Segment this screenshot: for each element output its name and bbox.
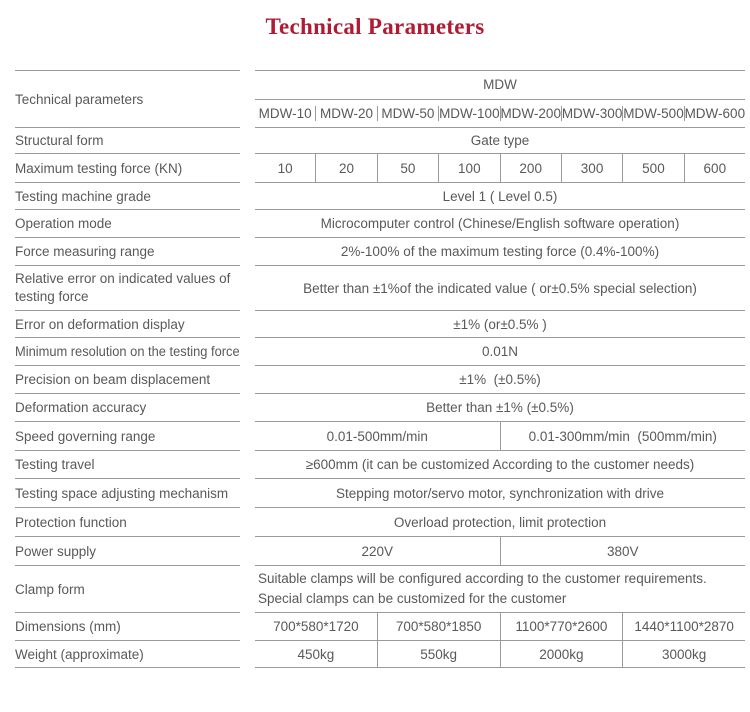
value-cell: Better than ±1%of the indicated value ( or±0.5% special selection) bbox=[303, 280, 697, 296]
param-label: Testing travel bbox=[15, 457, 95, 472]
table-row bbox=[15, 641, 745, 668]
column-gap bbox=[240, 394, 255, 422]
value-cell: 0.01-500mm/min bbox=[255, 422, 501, 450]
param-label: Testing machine grade bbox=[15, 188, 151, 204]
header-label-cell bbox=[15, 70, 240, 128]
param-value-cell bbox=[255, 422, 745, 451]
param-label-cell bbox=[15, 508, 240, 537]
param-value-cell bbox=[255, 641, 745, 668]
column-gap bbox=[240, 479, 255, 508]
value-cell: 1440*1100*2870 bbox=[634, 619, 734, 634]
value-cell: ±1% (or±0.5% ) bbox=[453, 316, 547, 332]
param-label: Testing space adjusting mechanism bbox=[15, 485, 229, 501]
column-gap bbox=[240, 613, 255, 641]
table-row bbox=[15, 338, 745, 366]
param-label: Structural form bbox=[15, 133, 104, 148]
param-value-cell bbox=[255, 366, 745, 394]
param-value-cell bbox=[255, 537, 745, 566]
value-cell: 2000kg bbox=[501, 641, 624, 667]
param-label-cell bbox=[15, 613, 240, 641]
param-value-cell bbox=[255, 183, 745, 210]
param-label-cell bbox=[15, 566, 240, 613]
column-gap bbox=[240, 210, 255, 238]
param-value-cell bbox=[255, 394, 745, 422]
column-gap bbox=[240, 128, 255, 154]
param-label-cell bbox=[15, 451, 240, 479]
table-row bbox=[15, 238, 745, 266]
param-label-cell bbox=[15, 537, 240, 566]
table-row bbox=[15, 266, 745, 311]
param-label: Error on deformation display bbox=[15, 316, 185, 332]
param-label: Speed governing range bbox=[15, 428, 156, 444]
model-cell: MDW-200 bbox=[500, 105, 561, 121]
param-value-cell bbox=[255, 566, 745, 613]
value-cell: 50 bbox=[378, 154, 439, 182]
column-gap bbox=[240, 641, 255, 668]
param-label: Deformation accuracy bbox=[15, 400, 147, 415]
table-header-row bbox=[15, 70, 745, 128]
value-line: Special clamps can be customized for the customer bbox=[258, 591, 567, 606]
column-gap bbox=[240, 537, 255, 566]
table-row bbox=[15, 613, 745, 641]
param-value-cell bbox=[255, 154, 745, 183]
value-cell: 100 bbox=[439, 154, 500, 182]
column-gap bbox=[240, 238, 255, 266]
page-title: Technical Parameters bbox=[265, 14, 485, 39]
table-row bbox=[15, 128, 745, 154]
param-value-cell bbox=[255, 479, 745, 508]
param-label-cell bbox=[15, 154, 240, 183]
param-label: Dimensions (mm) bbox=[15, 619, 121, 634]
value-cell: 20 bbox=[316, 154, 377, 182]
table-row bbox=[15, 154, 745, 183]
param-label: Relative error on indicated values of testing force bbox=[15, 271, 231, 304]
value-cell: ±1% (±0.5%) bbox=[459, 372, 541, 387]
table-row bbox=[15, 422, 745, 451]
value-cell: Stepping motor/servo motor, synchronization with drive bbox=[336, 485, 664, 501]
param-label: Maximum testing force (KN) bbox=[15, 160, 183, 176]
param-label-cell bbox=[15, 479, 240, 508]
param-label: Clamp form bbox=[15, 581, 85, 597]
value-cell: 300 bbox=[562, 154, 623, 182]
model-cell: MDW-50 bbox=[378, 106, 439, 121]
param-value-cell bbox=[255, 238, 745, 266]
column-gap bbox=[240, 183, 255, 210]
param-value-cell bbox=[255, 613, 745, 641]
table-row bbox=[15, 394, 745, 422]
column-gap bbox=[240, 508, 255, 537]
model-group-row bbox=[255, 71, 745, 100]
value-cell: ≥600mm (it can be customized According to the customer needs) bbox=[305, 457, 695, 472]
column-gap bbox=[240, 266, 255, 311]
column-gap bbox=[240, 422, 255, 451]
value-cell: 220V bbox=[255, 537, 501, 565]
column-gap bbox=[240, 154, 255, 183]
page bbox=[0, 14, 750, 668]
param-value-cell bbox=[255, 128, 745, 154]
column-gap bbox=[240, 311, 255, 338]
param-label: Force measuring range bbox=[15, 244, 155, 259]
value-cell: Overload protection, limit protection bbox=[393, 514, 607, 530]
param-label-cell bbox=[15, 394, 240, 422]
table-row bbox=[15, 311, 745, 338]
model-cell: MDW-300 bbox=[561, 105, 623, 121]
param-label-cell bbox=[15, 128, 240, 154]
column-gap bbox=[240, 366, 255, 394]
table-row bbox=[15, 566, 745, 613]
table-row bbox=[15, 537, 745, 566]
value-cell: 1100*770*2600 bbox=[501, 613, 624, 640]
param-value-cell bbox=[255, 311, 745, 338]
header-value-cell bbox=[255, 70, 745, 128]
column-gap bbox=[240, 566, 255, 613]
param-label: Protection function bbox=[15, 514, 127, 530]
value-cell: 600 bbox=[703, 160, 727, 176]
value-cell: Level 1 ( Level 0.5) bbox=[442, 188, 558, 204]
value-cell: 3000kg bbox=[661, 646, 707, 662]
param-label-cell bbox=[15, 266, 240, 311]
param-label-cell bbox=[15, 422, 240, 451]
value-cell: 550kg bbox=[378, 641, 501, 667]
model-group-label: MDW bbox=[483, 77, 517, 93]
param-value-cell bbox=[255, 210, 745, 238]
value-cell: 700*580*1720 bbox=[255, 613, 378, 640]
param-label-cell bbox=[15, 311, 240, 338]
param-label: Precision on beam displacement bbox=[15, 372, 211, 387]
value-line: Suitable clamps will be configured according to the customer requirements. bbox=[258, 570, 707, 586]
param-label: Weight (approximate) bbox=[15, 646, 144, 662]
model-cell: MDW-10 bbox=[255, 106, 316, 121]
value-cell: 700*580*1850 bbox=[378, 613, 501, 640]
value-cell: 500 bbox=[623, 154, 684, 182]
model-row bbox=[255, 100, 745, 128]
spec-table bbox=[15, 70, 745, 668]
param-label-cell bbox=[15, 238, 240, 266]
table-row bbox=[15, 508, 745, 537]
param-label-cell bbox=[15, 366, 240, 394]
header-label: Technical parameters bbox=[15, 91, 144, 107]
model-cell: MDW-100 bbox=[439, 105, 500, 121]
value-cell: 200 bbox=[501, 154, 562, 182]
model-cell: MDW-600 bbox=[684, 105, 745, 121]
model-cell: MDW-20 bbox=[316, 106, 377, 121]
value-cell: 0.01-300mm/min (500mm/min) bbox=[528, 428, 717, 444]
table-row bbox=[15, 183, 745, 210]
value-cell: Microcomputer control (Chinese/English software operation) bbox=[320, 216, 680, 231]
param-value-cell bbox=[255, 338, 745, 366]
value-cell: 450kg bbox=[255, 641, 378, 667]
column-gap bbox=[240, 338, 255, 366]
param-label-cell bbox=[15, 183, 240, 210]
param-label: Power supply bbox=[15, 543, 97, 559]
value-cell: 2%-100% of the maximum testing force (0.4%-100%) bbox=[340, 244, 660, 259]
param-label-cell bbox=[15, 338, 240, 366]
table-row bbox=[15, 366, 745, 394]
model-cell: MDW-500 bbox=[623, 105, 684, 121]
value-cell: Better than ±1% (±0.5%) bbox=[426, 400, 574, 415]
value-cell: 10 bbox=[255, 154, 316, 182]
value-cell: Gate type bbox=[470, 133, 530, 148]
table-row bbox=[15, 451, 745, 479]
param-value-cell bbox=[255, 508, 745, 537]
value-cell: 380V bbox=[606, 543, 639, 559]
param-label: Operation mode bbox=[15, 216, 112, 231]
param-label-cell bbox=[15, 210, 240, 238]
value-cell: 0.01N bbox=[481, 344, 519, 359]
param-value-cell bbox=[255, 451, 745, 479]
column-gap bbox=[240, 70, 255, 128]
table-row bbox=[15, 479, 745, 508]
param-value-cell bbox=[255, 266, 745, 311]
column-gap bbox=[240, 451, 255, 479]
param-label: Minimum resolution on the testing force bbox=[15, 344, 240, 359]
table-row bbox=[15, 210, 745, 238]
param-label-cell bbox=[15, 641, 240, 668]
